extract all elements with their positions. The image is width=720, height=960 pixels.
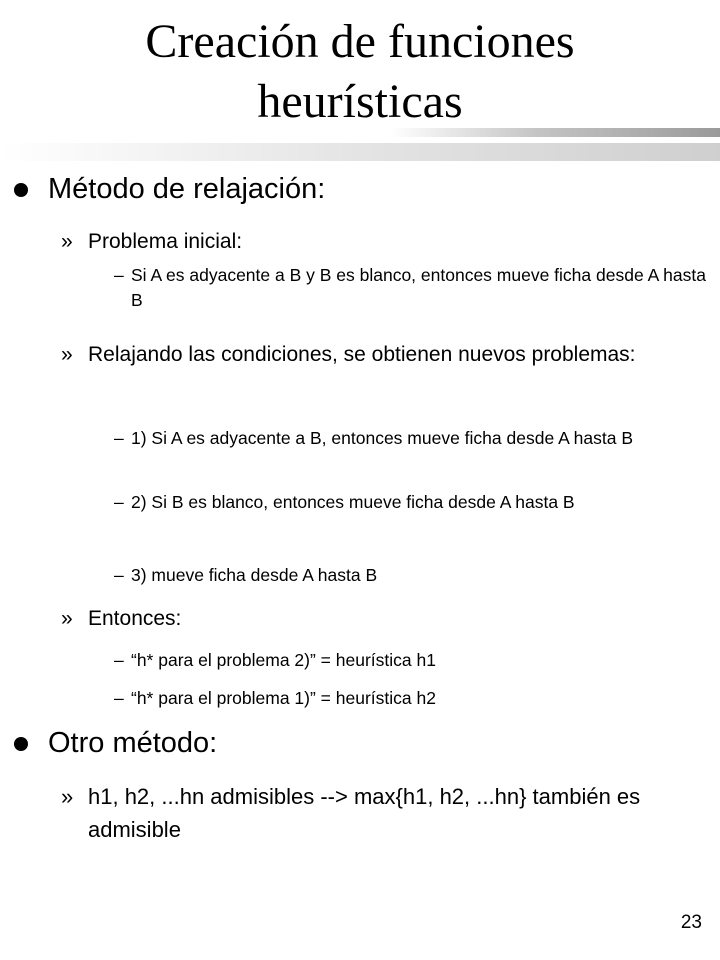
title-line-1: Creación de funciones [145,15,575,68]
title-divider-top [390,128,720,137]
bullet-dot-icon [14,737,28,751]
item-text: 1) Si A es adyacente a B, entonces mueve ficha desde A hasta B [131,428,633,448]
page-number: 23 [680,912,702,933]
item-text: Si A es adyacente a B y B es blanco, entonces mueve ficha desde A hasta B [131,265,706,310]
bullet-text: Método de relajación: [48,173,326,205]
sub-text: h1, h2, ...hn admisibles --> max{h1, h2, ...hn} también es admisible [88,784,641,842]
dash-marker-icon: – [114,688,124,708]
title-divider-bottom [0,143,720,161]
dash-marker-icon: – [114,265,124,285]
sub-marker-icon: » [61,607,73,630]
sub-marker-icon: » [61,343,73,366]
dash-marker-icon: – [114,428,124,448]
sub-text: Entonces: [88,607,182,630]
bullet-text: Otro método: [48,727,218,759]
sub-marker-icon: » [61,784,74,809]
sub-text: Problema inicial: [88,230,243,253]
item-text: 2) Si B es blanco, entonces mueve ficha desde A hasta B [131,492,575,512]
bullet-dot-icon [14,183,28,197]
slide-title [0,12,720,132]
sub-text: Relajando las condiciones, se obtienen nuevos problemas: [88,343,636,366]
title-line-2: heurísticas [257,75,463,128]
sub-marker-icon: » [61,230,73,253]
item-text: “h* para el problema 2)” = heurística h1 [131,650,436,670]
dash-marker-icon: – [114,565,124,585]
dash-marker-icon: – [114,492,124,512]
item-text: 3) mueve ficha desde A hasta B [131,565,378,585]
item-text: “h* para el problema 1)” = heurística h2 [131,688,436,708]
dash-marker-icon: – [114,650,124,670]
